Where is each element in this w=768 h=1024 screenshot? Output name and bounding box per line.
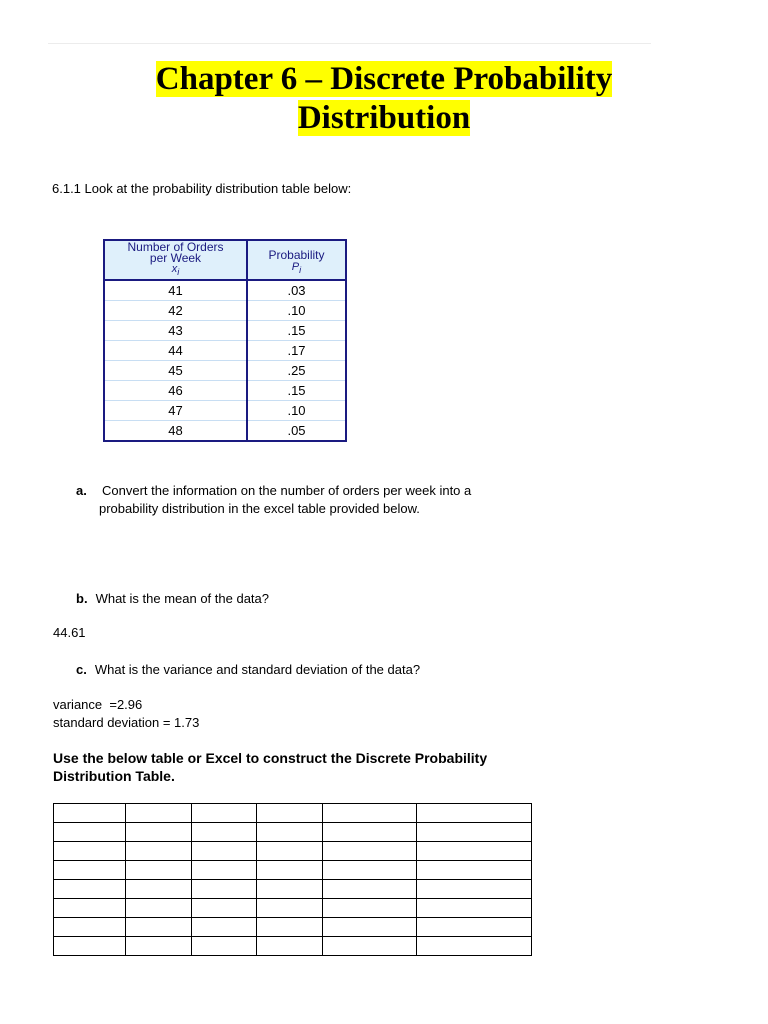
blank-cell[interactable] [323,861,417,880]
blank-cell[interactable] [257,880,323,899]
orders-cell: 43 [168,323,183,338]
blank-distribution-table[interactable] [53,803,532,956]
top-divider [48,43,651,44]
blank-cell[interactable] [192,918,257,937]
probability-header-symbol [248,261,345,276]
blank-cell[interactable] [417,899,532,918]
probability-cell: .17 [287,343,306,358]
table-row [105,281,345,301]
blank-row [54,804,532,823]
blank-cell[interactable] [126,842,192,861]
title-line-1: Chapter 6 – Discrete Probability [155,61,613,97]
blank-cell[interactable] [54,899,126,918]
orders-cell: 47 [168,403,183,418]
blank-cell[interactable] [126,918,192,937]
blank-cell[interactable] [54,823,126,842]
blank-row [54,899,532,918]
blank-cell[interactable] [257,918,323,937]
question-b-letter: b. [76,591,88,606]
blank-cell[interactable] [54,861,126,880]
orders-cell: 44 [168,343,183,358]
blank-cell[interactable] [257,842,323,861]
blank-cell[interactable] [192,823,257,842]
probability-cell: .10 [287,403,306,418]
question-a-line-1: Convert the information on the number of orders per week into a [102,483,472,498]
blank-row [54,823,532,842]
orders-cell: 42 [168,303,183,318]
blank-cell[interactable] [257,823,323,842]
question-b-text: What is the mean of the data? [95,591,269,606]
blank-cell[interactable] [192,861,257,880]
blank-cell[interactable] [323,804,417,823]
orders-cell: 41 [168,283,183,298]
question-a-line-2: probability distribution in the excel table provided below. [99,501,420,516]
probability-symbol-index: i [299,265,302,276]
probability-header-label: Probability [268,248,325,262]
table-row [105,321,345,341]
table-header [105,241,345,281]
blank-cell[interactable] [417,842,532,861]
instruction-line-2: Distribution Table. [53,768,175,784]
blank-cell[interactable] [54,880,126,899]
blank-cell[interactable] [126,861,192,880]
blank-row [54,918,532,937]
table-row [105,421,345,441]
blank-cell[interactable] [192,899,257,918]
blank-cell[interactable] [192,842,257,861]
variance-answer: variance =2.96 [53,697,143,712]
orders-symbol-index: i [177,267,180,278]
blank-cell[interactable] [323,842,417,861]
question-c-letter: c. [76,662,87,677]
blank-cell[interactable] [126,899,192,918]
blank-cell[interactable] [54,842,126,861]
blank-cell[interactable] [257,804,323,823]
orders-header-symbol [105,264,246,278]
blank-cell[interactable] [192,880,257,899]
blank-cell[interactable] [192,804,257,823]
blank-cell[interactable] [417,861,532,880]
blank-row [54,880,532,899]
blank-cell[interactable] [323,899,417,918]
blank-cell[interactable] [126,880,192,899]
blank-cell[interactable] [54,804,126,823]
probability-distribution-table [103,239,347,442]
blank-row [54,937,532,956]
column-divider [246,241,248,440]
title-line-2: Distribution [297,100,471,136]
mean-answer: 44.61 [53,625,86,640]
page-title [0,60,768,138]
blank-row [54,842,532,861]
table-row [105,301,345,321]
blank-cell[interactable] [417,880,532,899]
probability-cell: .03 [287,283,306,298]
blank-cell[interactable] [54,918,126,937]
instruction-text [53,749,523,785]
probability-cell: .15 [287,383,306,398]
blank-cell[interactable] [323,880,417,899]
table-row [105,401,345,421]
blank-cell[interactable] [126,937,192,956]
blank-cell[interactable] [417,937,532,956]
orders-symbol: x [171,263,178,275]
table-row [105,341,345,361]
probability-symbol: P [291,261,300,273]
intro-text: 6.1.1 Look at the probability distribution table below: [52,181,352,196]
blank-cell[interactable] [323,823,417,842]
blank-cell[interactable] [417,804,532,823]
blank-cell[interactable] [257,937,323,956]
instruction-line-1: Use the below table or Excel to construct the Discrete Probability [53,750,488,766]
question-a-letter: a. [76,483,87,498]
blank-cell[interactable] [257,861,323,880]
std-dev-answer: standard deviation = 1.73 [53,715,200,730]
blank-cell[interactable] [126,823,192,842]
blank-cell[interactable] [417,823,532,842]
table-row [105,381,345,401]
orders-header-line-2: per Week [149,251,202,265]
table-row [105,361,345,381]
probability-cell: .15 [287,323,306,338]
orders-cell: 48 [168,423,183,438]
orders-header-line-1: Number of Orders [127,240,224,254]
blank-cell[interactable] [323,918,417,937]
probability-cell: .10 [287,303,306,318]
blank-row [54,861,532,880]
probability-cell: .05 [287,423,306,438]
orders-column-header [105,242,246,278]
blank-cell[interactable] [126,804,192,823]
blank-cell[interactable] [192,937,257,956]
probability-column-header [248,249,345,276]
question-c [76,661,420,679]
question-b [76,590,269,608]
orders-cell: 46 [168,383,183,398]
blank-cell[interactable] [54,937,126,956]
blank-cell[interactable] [323,937,417,956]
question-c-text: What is the variance and standard deviation of the data? [94,662,421,677]
blank-cell[interactable] [257,899,323,918]
probability-cell: .25 [287,363,306,378]
blank-cell[interactable] [417,918,532,937]
orders-cell: 45 [168,363,183,378]
